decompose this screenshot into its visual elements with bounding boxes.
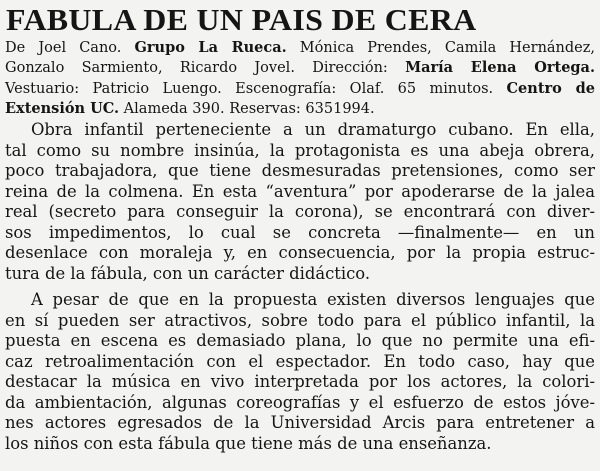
review-paragraph-1 (5, 120, 595, 284)
cast-and-direction: Gonzalo Sarmiento, Ricardo Jovel. Dirección: (5, 60, 406, 77)
text-line: nes actores egresados de la Universidad Arcis para entretener a (5, 413, 595, 432)
text-line: los niños con esta fábula que tiene más de una enseñanza. (5, 433, 492, 453)
address-and-reservations: Alameda 390. Reservas: 6351994. (119, 100, 375, 117)
text-line: real (secreto para conseguir la corona), se encontrará con diver- (5, 202, 595, 221)
production-credits (5, 38, 595, 119)
text-line: tura de la fábula, con un carácter didáctico. (5, 263, 371, 283)
text-line: caz retroalimentación con el espectador. En todo caso, hay que (5, 351, 595, 371)
cast-list: Mónica Prendes, Camila Hernández, (286, 40, 596, 56)
credits-line (5, 58, 595, 78)
text-line: reina de la colmena. En esta “aventura” por apoderarse de la jalea (5, 181, 595, 201)
venue-name-end: Extensión UC. (5, 99, 120, 117)
text-line: tal como su nombre insinúa, la protagonista es una abeja obrera, (5, 140, 595, 160)
text-line: destacar la música en vivo interpretada por los actores, la colori- (5, 372, 595, 391)
text-line: poco trabajadora, que tiene desmesuradas pretensiones, como ser (5, 161, 595, 180)
text-line: da ambientación, algunas coreografías y el esfuerzo de estos jóve- (5, 392, 595, 412)
text-line: puesta en escena es demasiado plana, lo que no permite una efi- (5, 331, 595, 350)
review-paragraph-2 (5, 290, 595, 454)
credits-line (5, 99, 595, 119)
text-line: en sí pueden ser atractivos, sobre todo para el público infantil, la (5, 310, 595, 330)
director-name: María Elena Ortega. (405, 59, 596, 77)
venue-name-start: Centro de (506, 79, 595, 97)
text-line: desenlace con moraleja y, en consecuencia, por la propia estruc- (5, 243, 595, 262)
credits-line (5, 79, 595, 99)
author-credit: De Joel Cano. (5, 40, 135, 56)
text-line: Obra infantil perteneciente a un dramaturgo cubano. En ella, (31, 120, 595, 139)
review-body (5, 120, 595, 454)
company-name: Grupo La Rueca. (134, 39, 287, 56)
credits-line (5, 38, 595, 58)
review-title: FABULA DE UN PAIS DE CERA (6, 2, 477, 37)
text-line: sos impedimentos, lo cual se concreta —finalmente— en un (5, 222, 595, 242)
text-line: A pesar de que en la propuesta existen diversos lenguajes que (31, 290, 595, 309)
design-and-duration: Vestuario: Patricio Luengo. Escenografía: Olaf. 65 minutos. (5, 80, 507, 97)
